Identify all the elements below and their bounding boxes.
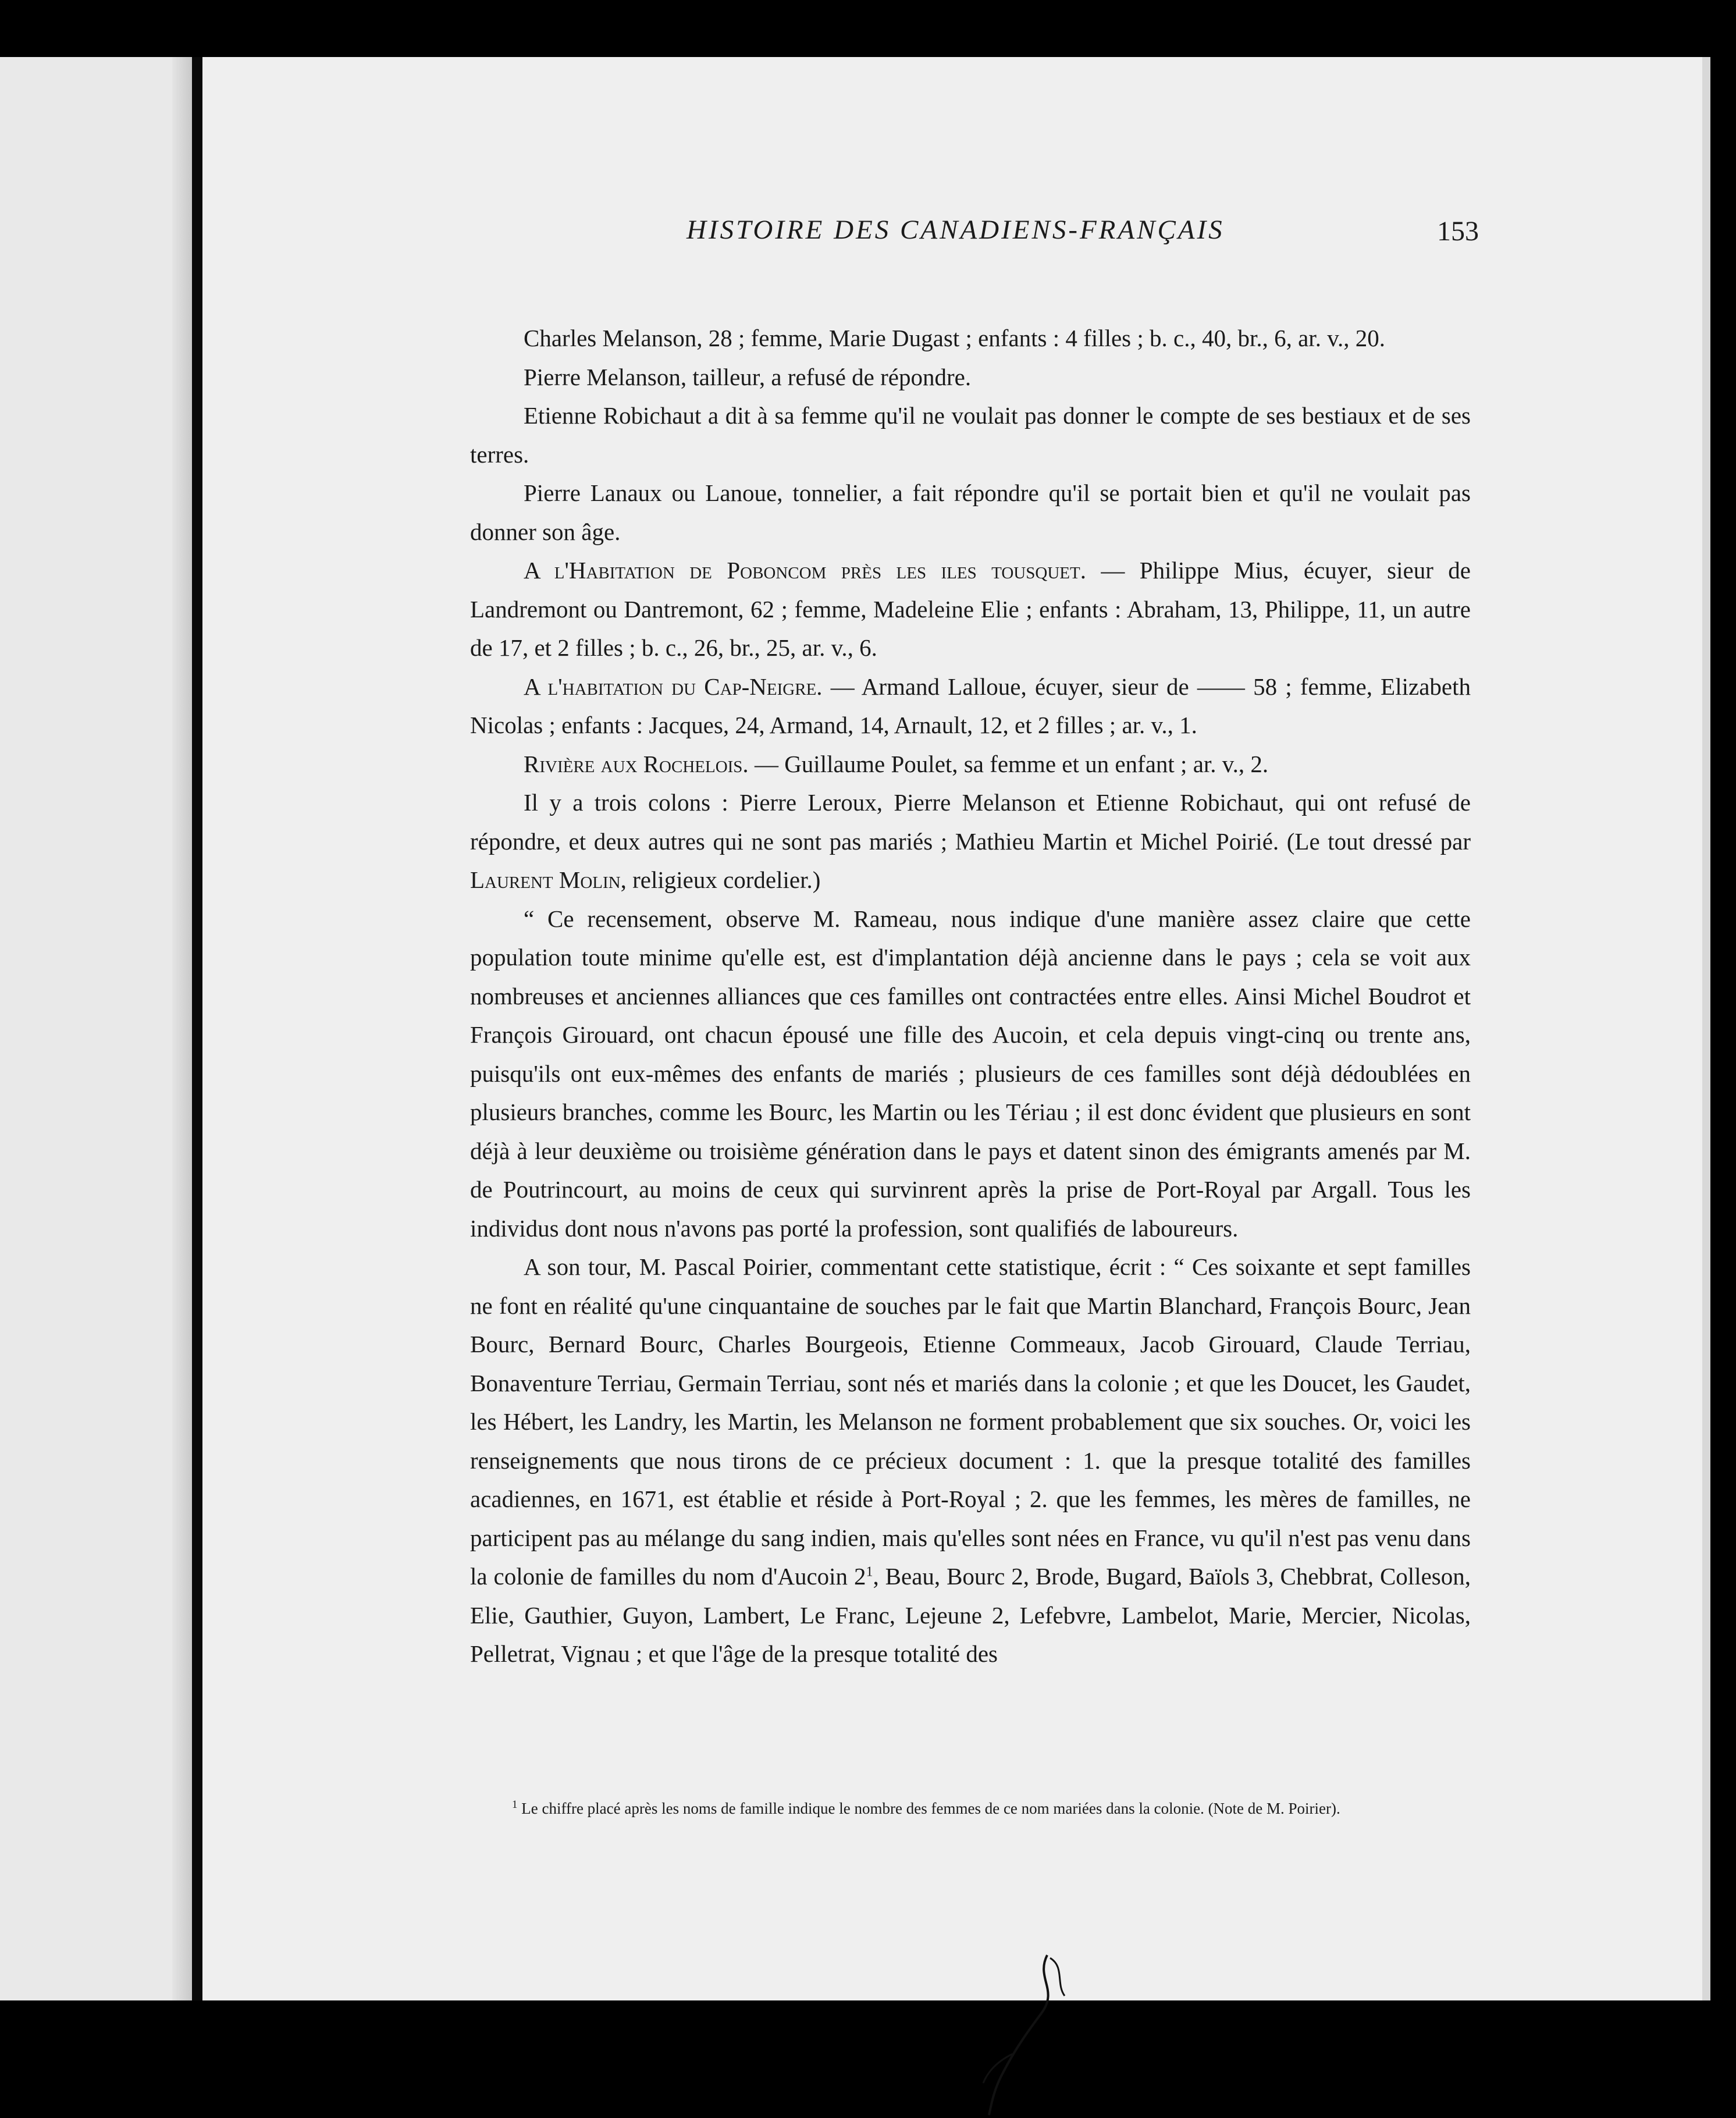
paragraph-text: Il y a trois colons : Pierre Leroux, Pierre Melanson et Etienne Robichaut, qui ont refusé de répondre, et deux autres qui ne sont pas mariés ; Mathieu Martin et Michel Poirié. (Le tout dressé par (470, 789, 1471, 855)
paragraph (470, 783, 1471, 900)
paragraph-text: A son tour, M. Pascal Poirier, commentant cette statistique, écrit : “ Ces soixante et sept familles ne font en réalité qu'une cinquantaine de souches par le fait que Martin Blanchard, François Bourc, Jean Bourc, Bernard Bourc, Charles Bourgeois, Etienne Commeaux, Jacob Girouard, Claude Terriau, Bonaventure Terriau, Germain Terriau, sont nés et mariés dans la colonie ; et que les Doucet, les Gaudet, les Hébert, les Landry, les Martin, les Melanson ne forment probablement que six souches. Or, voici les renseignements que nous tirons de ce précieux document : 1. que la presque totalité des familles acadiennes, en 1671, est établie et réside à Port-Royal ; 2. que les femmes, les mères de familles, ne participent pas au mélange du sang indien, mais qu'elles sont nées en France, vu qu'il n'est pas venu dans la colonie de familles du nom d'Aucoin 2 (470, 1253, 1471, 1590)
running-head: HISTOIRE DES CANADIENS-FRANÇAIS (686, 215, 1225, 245)
paragraph-text: Pierre Lanaux ou Lanoue, tonnelier, a fait répondre qu'il se portait bien et qu'il ne voulait pas donner son âge. (470, 479, 1471, 545)
section-lead: A l'habitation du Cap-Neigre. (524, 673, 823, 700)
right-page-edge (1702, 57, 1710, 2000)
section-lead: Rivière aux Rochelois. (524, 750, 749, 777)
paragraph-text: — Philippe Mius, écuyer, sieur de Landremont ou Dantremont, 62 ; femme, Madeleine Elie ; enfants : Abraham, 13, Philippe, 11, un autre de 17, et 2 filles ; b. c., 26, br., 25, ar. v., 6. (470, 557, 1471, 661)
left-page-shadow (172, 57, 192, 2000)
author-name: Laurent Molin (470, 866, 621, 893)
paragraph-text: — Armand Lalloue, écuyer, sieur de —— 58 ; femme, Elizabeth Nicolas ; enfants : Jacques, 24, Armand, 14, Arnault, 12, et 2 filles ; ar. v., 1. (470, 673, 1471, 738)
paragraph-text: , religieux cordelier.) (620, 866, 821, 893)
left-page-edge (0, 57, 192, 2000)
footnote-ref: 1 (866, 1564, 873, 1580)
paragraph-text: Charles Melanson, 28 ; femme, Marie Dugast ; enfants : 4 filles ; b. c., 40, br., 6, ar. v., 20. (524, 325, 1386, 351)
page-number: 153 (1437, 216, 1479, 247)
paragraph (470, 667, 1471, 745)
paragraph (470, 319, 1471, 358)
body-text (470, 319, 1471, 1673)
section-lead: A l'Habitation de Poboncom près les iles tousquet. (524, 557, 1086, 584)
book-gutter (192, 57, 202, 2000)
footnote-marker: 1 (512, 1799, 518, 1811)
paragraph (470, 1248, 1471, 1673)
footnote (512, 1798, 1472, 1819)
paragraph (470, 745, 1471, 784)
paragraph-text: Pierre Melanson, tailleur, a refusé de répondre. (524, 363, 972, 390)
paragraph-text: , Beau, Bourc 2, Brode, Bugard, Baïols 3, Chebbrat, Colleson, Elie, Gauthier, Guyon, Lambert, Le Franc, Lejeune 2, Lefebvre, Lambelot, Marie, Mercier, Nicolas, Pelletrat, Vignau ; et que l'âge de la presque totalité des (470, 1563, 1471, 1667)
ink-flourish (977, 1943, 1082, 2118)
paragraph (470, 358, 1471, 397)
paragraph-text: “ Ce recensement, observe M. Rameau, nous indique d'une manière assez claire que cette population toute minime qu'elle est, est d'implantation déjà ancienne dans le pays ; cela se voit aux nombreuses et anciennes alliances que ces familles ont contractées entre elles. Ainsi Michel Boudrot et François Girouard, ont chacun épousé une fille des Aucoin, et cela depuis vingt-cinq ou trente ans, puisqu'ils ont eux-mêmes des enfants de mariés ; plusieurs de ces familles sont déjà dédoublées en plusieurs branches, comme les Bourc, les Martin ou les Tériau ; il est donc évident que plusieurs en sont déjà à leur deuxième ou troisième génération dans le pays et datent sinon des émigrants amenés par M. de Poutrincourt, au moins de ceux qui survinrent après la prise de Port-Royal par Argall. Tous les individus dont nous n'avons pas porté la profession, sont qualifiés de laboureurs. (470, 905, 1471, 1242)
paragraph (470, 474, 1471, 551)
paragraph (470, 900, 1471, 1248)
paragraph-text: Etienne Robichaut a dit à sa femme qu'il ne voulait pas donner le compte de ses bestiaux et de ses terres. (470, 402, 1471, 468)
footnote-text: Le chiffre placé après les noms de famille indique le nombre des femmes de ce nom mariées dans la colonie. (Note de M. Poirier). (521, 1800, 1340, 1817)
paragraph (470, 396, 1471, 474)
paragraph (470, 551, 1471, 667)
paragraph-text: — Guillaume Poulet, sa femme et un enfant ; ar. v., 2. (748, 750, 1269, 777)
